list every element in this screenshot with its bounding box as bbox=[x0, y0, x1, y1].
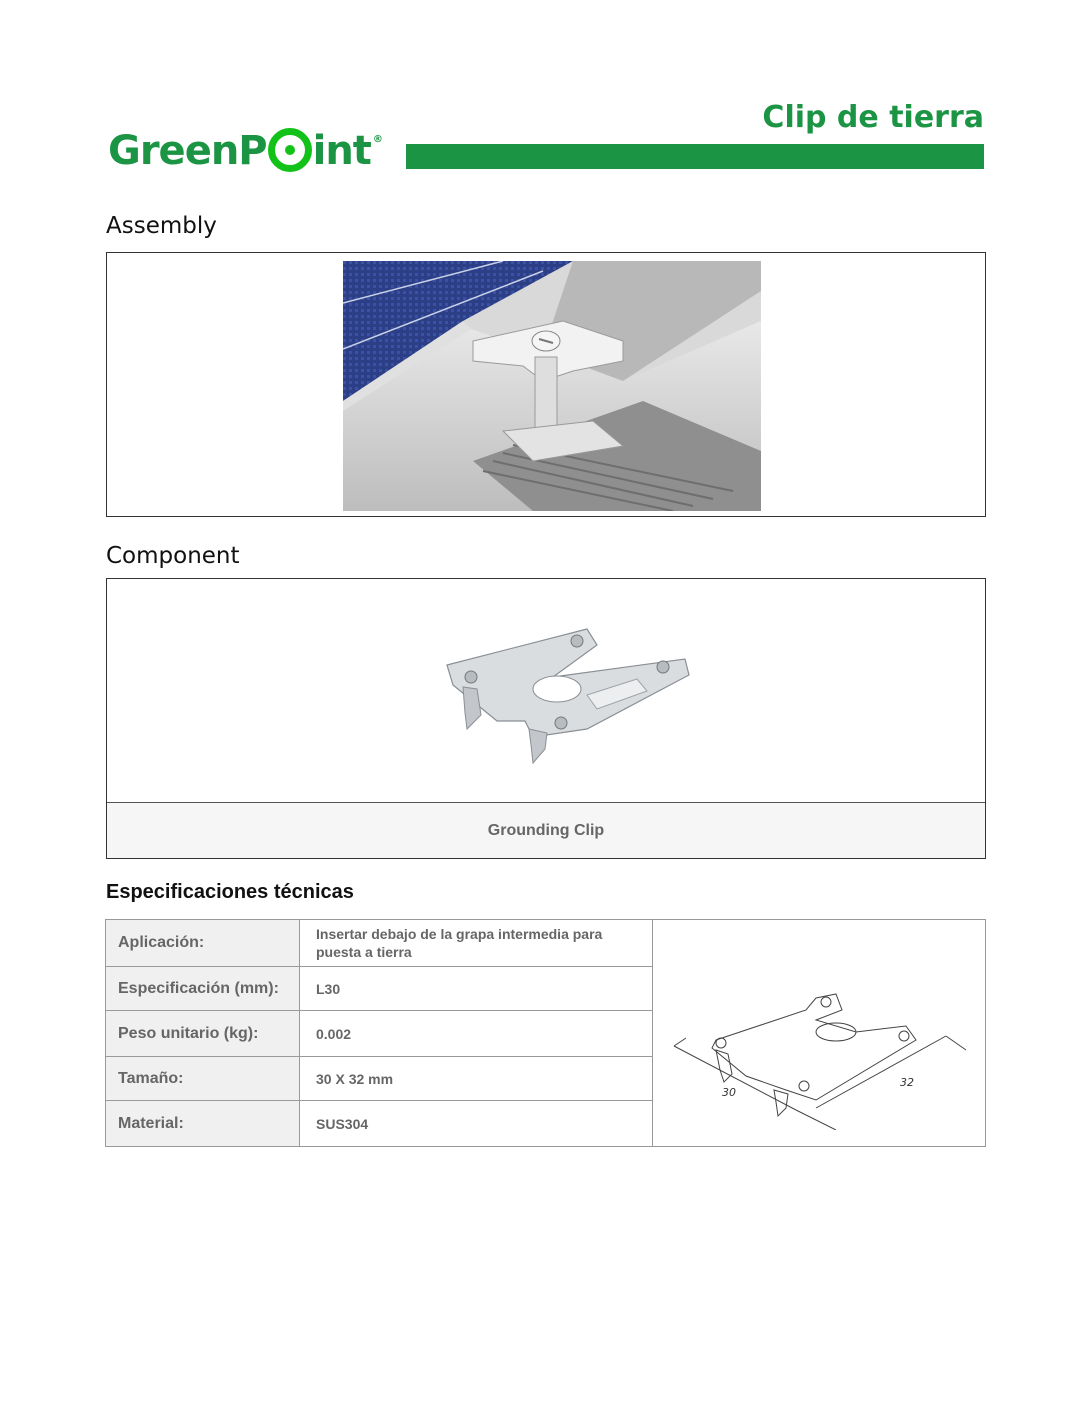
logo-ring-icon bbox=[268, 128, 312, 172]
registered-mark: ® bbox=[372, 134, 382, 145]
assembly-render-image bbox=[343, 261, 761, 511]
spec-row-size bbox=[106, 1057, 652, 1101]
assembly-heading: Assembly bbox=[106, 213, 217, 239]
grounding-clip-render-image bbox=[437, 617, 697, 767]
spec-label: Tamaño: bbox=[106, 1057, 300, 1100]
clip-dimension-drawing bbox=[666, 980, 976, 1130]
spec-value: SUS304 bbox=[316, 1115, 369, 1132]
component-caption: Grounding Clip bbox=[487, 821, 605, 839]
spec-label: Aplicación: bbox=[106, 920, 300, 966]
document-title: Clip de tierra bbox=[762, 100, 984, 135]
spec-label: Material: bbox=[106, 1101, 300, 1146]
logo-text-end: int bbox=[312, 128, 371, 174]
title-accent-bar bbox=[406, 144, 984, 169]
dimension-length-label: 32 bbox=[900, 1076, 914, 1089]
page-header bbox=[0, 0, 1088, 200]
spec-table-divider bbox=[652, 920, 653, 1146]
spec-value: L30 bbox=[316, 980, 341, 997]
logo-text-start: GreenP bbox=[108, 128, 267, 174]
spec-row-specification bbox=[106, 967, 652, 1011]
spec-label: Especificación (mm): bbox=[106, 967, 300, 1010]
spec-value: 0.002 bbox=[316, 1025, 352, 1042]
specs-heading: Especificaciones técnicas bbox=[106, 881, 354, 903]
logo-wordmark bbox=[108, 128, 382, 174]
dimension-width-label: 30 bbox=[722, 1086, 736, 1099]
spec-row-weight bbox=[106, 1011, 652, 1057]
assembly-panel bbox=[106, 252, 986, 517]
spec-value: Insertar debajo de la grapa intermedia para puesta a tierra bbox=[316, 926, 603, 960]
greenpoint-logo bbox=[108, 110, 382, 182]
spec-value: 30 X 32 mm bbox=[316, 1070, 394, 1087]
spec-row-material bbox=[106, 1101, 652, 1146]
component-panel bbox=[106, 578, 986, 859]
specs-table bbox=[105, 919, 986, 1147]
spec-row-application bbox=[106, 920, 652, 967]
component-heading: Component bbox=[106, 543, 240, 569]
component-caption-row bbox=[107, 802, 985, 858]
spec-label: Peso unitario (kg): bbox=[106, 1011, 300, 1056]
